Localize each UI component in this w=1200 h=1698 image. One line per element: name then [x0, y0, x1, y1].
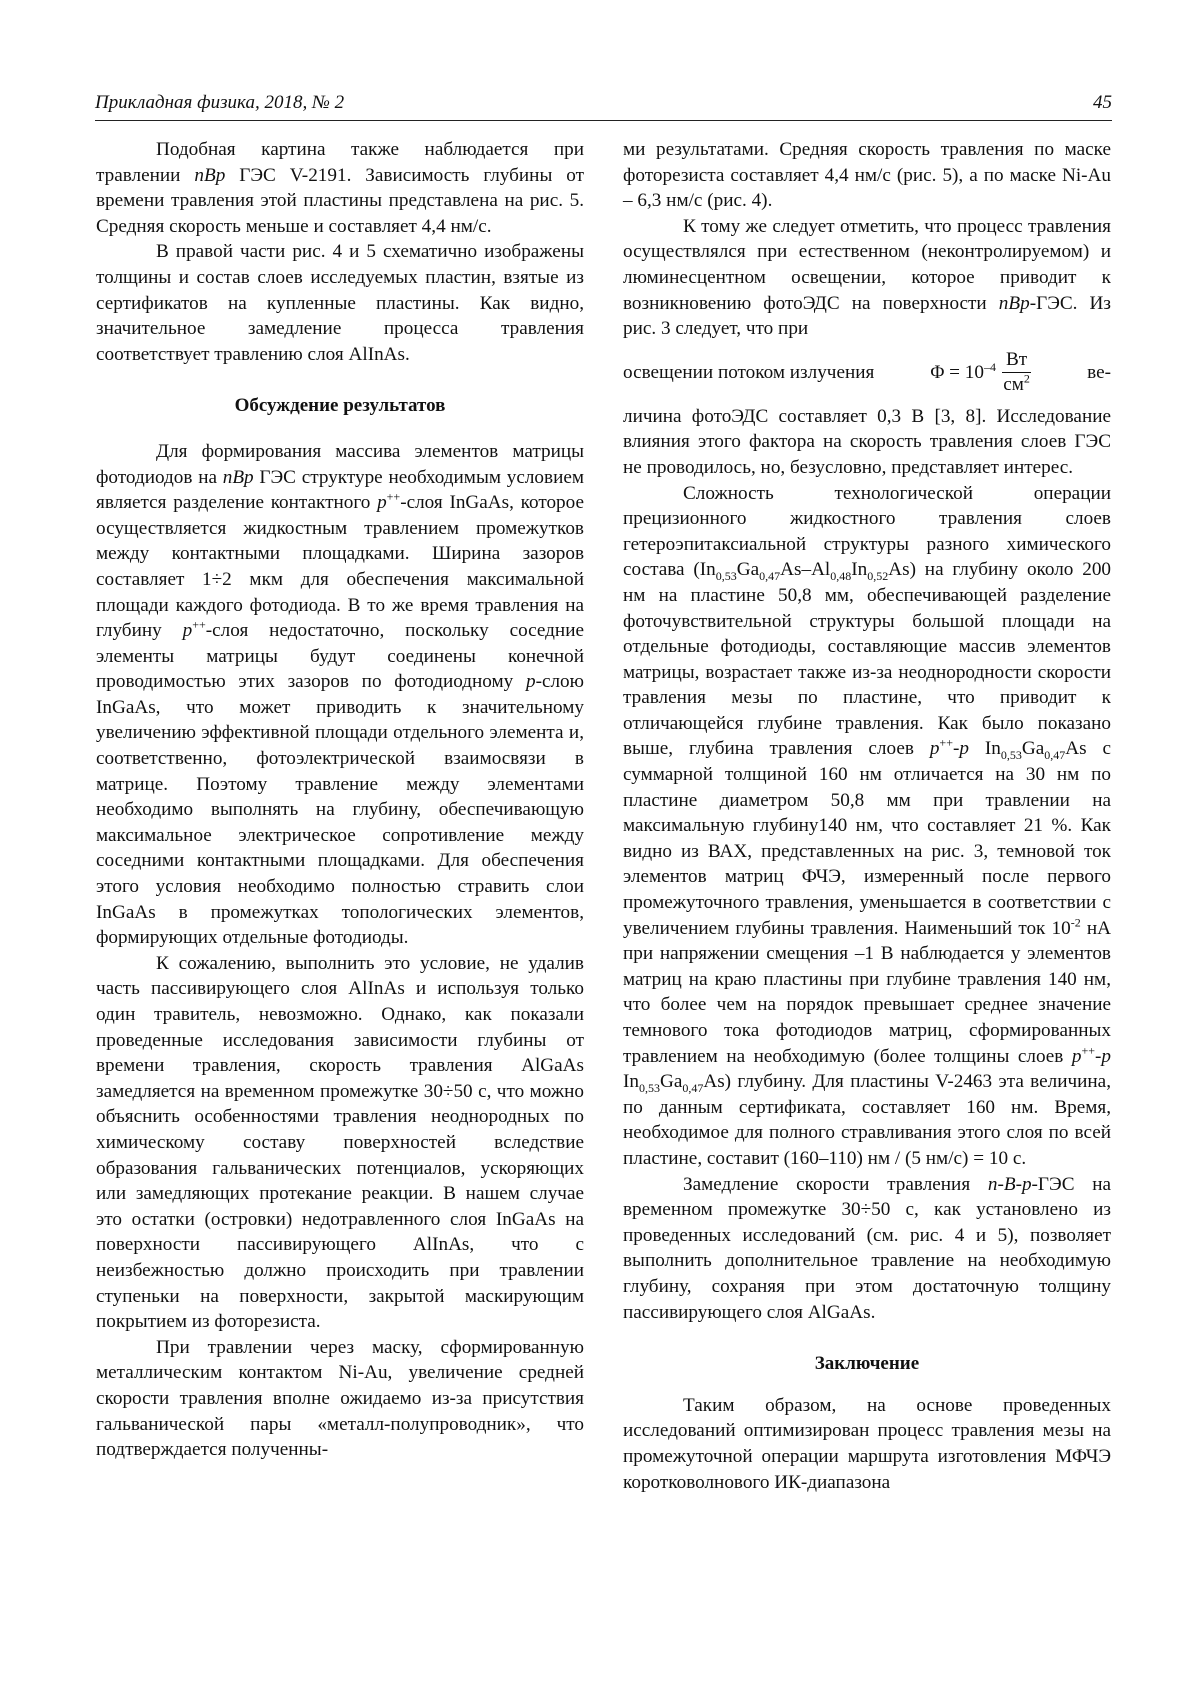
flux-formula: Φ = 10 $^{-4}$ $\frac{Вт}{см^2}$ [930, 349, 1030, 396]
formula-line [623, 344, 1111, 402]
paragraph: Таким образом, на основе проведенных исследований оптимизирован процесс травления мезы на промежуточной операции маршрута изготовления МФЧЭ коротковолнового ИК-диапазона [623, 1394, 1111, 1493]
formula-fraction: $\frac{Вт}{см^2}$ [1003, 349, 1030, 396]
paragraph: Замедление скорости травления n-B-p-ГЭС на временном промежутке 30÷50 с, как установлено из проведенных исследований (см. рис. 4 и 5), позволяет выполнить дополнительное травление на необходимую глубину, сохраняя при этом достаточную толщину пассивирующего слоя AlGaAs. [623, 1173, 1111, 1323]
paragraph: Подобная картина также наблюдается при травлении nBp ГЭС V-2191. Зависимость глубины от времени травления этой пластины представлена на рис. 5. Средняя скорость меньше и составляет 4,4 нм/с. [96, 139, 584, 237]
formula-tail-text: ве- [1087, 361, 1111, 383]
running-header [95, 88, 1112, 121]
paragraph: К сожалению, выполнить это условие, не удалив часть пассивирующего слоя AlInAs и используя только один травитель, невозможно. Однако, как показали проведенные исследования зависимости глубины от времени травления, скорость травления AlGaAs замедляется на временном промежутке 30÷50 с, что можно объяснить особенностями травления неоднородных по химическому составу поверхностей вследствие образования гальванических потенциалов, ускоряющих или замедляющих протекание реакции. В нашем случае это остатки (островки) недотравленного слоя InGaAs на поверхности пассивирующего AlInAs, что с неизбежностью должно происходить при травлении ступеньки на поверхности, закрытой маскирующим покрытием из фоторезиста. [96, 952, 584, 1333]
right-column [623, 137, 1111, 1495]
paragraph: ми результатами. Средняя скорость травления по маске фоторезиста составляет 4,4 нм/с (рис. 5), а по маске Ni-Au – 6,3 нм/с (рис. 4). [623, 139, 1111, 212]
paragraph: При травлении через маску, сформированную металлическим контактом Ni-Au, увеличение средней скорости травления вполне ожидаемо из-за присутствия гальванической пары «металл-полупроводник», что подтверждается полученны- [96, 1336, 584, 1461]
paragraph: Сложность технологической операции прецизионного жидкостного травления слоев гетероэпитаксиальной структуры разного химического состава $(In_{0,53}Ga_{0,47}As-Al_{0,48}In_{0,52}As)$ на глубину около 200 нм на пластине 50,8 мм, обеспечивающей разделение фоточувствительной структуры большой площади на отдельные фотодиоды, составляющие массив элементов матрицы, возрастает также из-за неоднородности скорости травления мезы по пластине, что приводит к отличающейся глубине травления. Как было показано выше, глубина травления слоев p++-p $In_{0,53}Ga_{0,47}As$ с суммарной толщиной 160 нм отличается на 30 нм по пластине диаметром 50,8 мм при травлении на максимальную глубину140 нм, что составляет 21 %. Как видно из ВАХ, представленных на рис. 3, темновой ток элементов матриц ФЧЭ, измеренный после первого промежуточного травления, уменьшается в соответствии с увеличением глубины травления. Наименьший ток $10^{-2}$ нА при напряжении смещения –1 В наблюдается у элементов матриц на краю пластины при глубине травления 140 нм, что более чем на порядок превышает среднее значение темнового тока фотодиодов матриц, сформированных травлением на необходимую (более толщины слоев p++-p $In_{0,53}Ga_{0,47}As$) глубину. Для пластины V-2463 эта величина, по данным сертификата, составляет 160 нм. Время, необходимое для полного стравливания этого слоя по всей пластине, составит (160–110) нм / (5 нм/с) = 10 с. [623, 482, 1112, 1169]
paragraph: личина фотоЭДС составляет 0,3 В [3, 8]. Исследование влияния этого фактора на скорость травления слоев ГЭС не проводилось, но, безусловно, представляет интерес. [623, 405, 1111, 478]
paragraph: В правой части рис. 4 и 5 схематично изображены толщины и состав слоев исследуемых пластин, взятые из сертификатов на купленные пластины. Как видно, значительное замедление процесса травления соответствует травлению слоя AlInAs. [96, 241, 584, 365]
left-column [96, 137, 584, 1463]
journal-title: Прикладная физика, 2018, № 2 [95, 92, 345, 113]
formula-lead-text: освещении потоком излучения [623, 361, 875, 383]
page-number: 45 [1093, 92, 1112, 113]
section-heading-conclusion: Заключение [814, 1353, 920, 1375]
section-heading-discussion: Обсуждение результатов [234, 395, 446, 417]
paragraph: Для формирования массива элементов матрицы фотодиодов на nBp ГЭС структуре необходимым условием является разделение контактного p++-слоя InGaAs, которое осуществляется жидкостным травлением промежутков между контактными площадками. Ширина зазоров составляет 1÷2 мкм для обеспечения максимальной площади каждого фотодиода. В то же время травления на глубину p++-слоя недостаточно, поскольку соседние элементы матрицы будут соединены конечной проводимостью этих зазоров по фотодиодному p-слою InGaAs, что может приводить к значительному увеличению эффективной площади отдельного элемента и, соответственно, фотоэлектрической взаимосвязи в матрице. Поэтому травление между элементами необходимо выполнять на глубину, обеспечивающую максимальное электрическое сопротивление между соседними контактными площадками. Для обеспечения этого условия необходимо полностью стравить слои InGaAs в промежутках топологических элементов, формирующих отдельные фотодиоды. [96, 440, 584, 949]
paragraph: К тому же следует отметить, что процесс травления осуществлялся при естественном (неконтролируемом) и люминесцентном освещении, которое приводит к возникновению фотоЭДС на поверхности nBp-ГЭС. Из рис. 3 следует, что при [623, 215, 1111, 340]
